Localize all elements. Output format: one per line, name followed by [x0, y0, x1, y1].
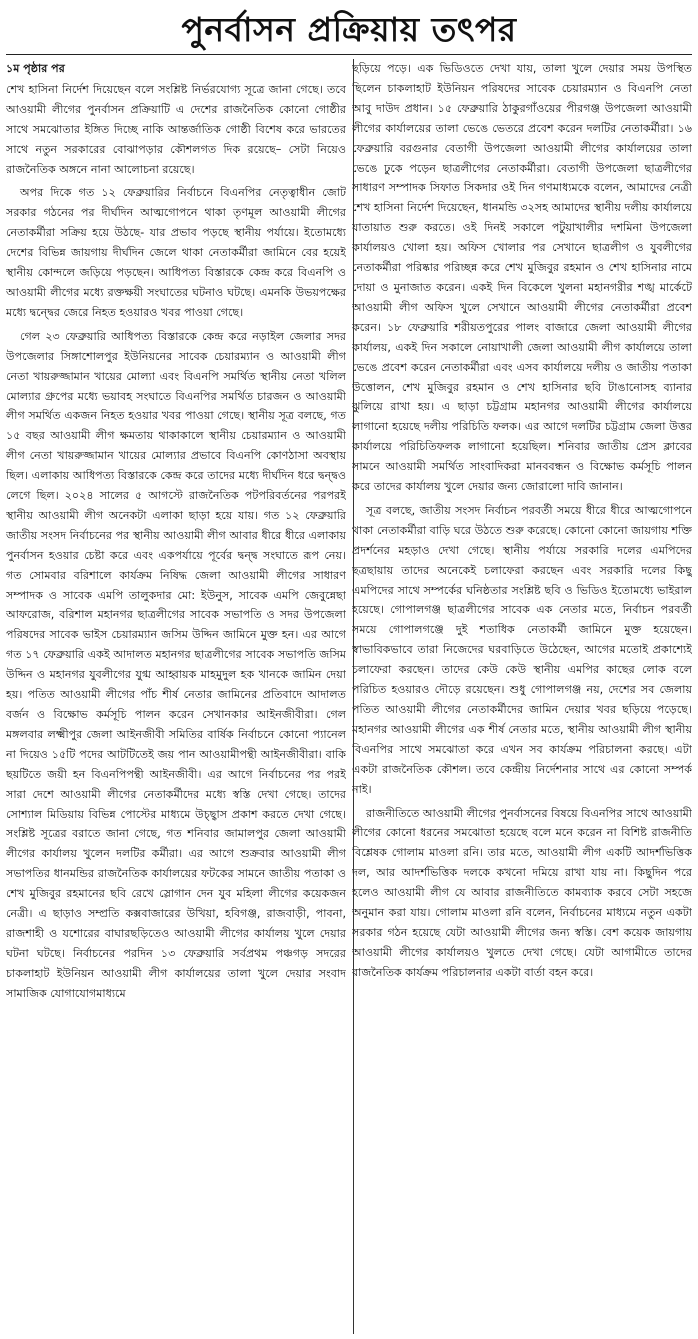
paragraph: সূত্র বলছে, জাতীয় সংসদ নির্বাচন পরবর্তী সময়ে ধীরে ধীরে আত্মগোপনে থাকা নেতাকর্মীরা বাড়ি ঘরে উঠতে শুরু করেছে। কোনো কোনো জায়গায় শক্তি প্রদর্শনের মহড়াও দেখা গেছে। স্থানীয় পর্যায়ে সরকারি দলের এমপিদের ছত্রছায়ায় তাদের অনেকেই চলাফেরা করছেন এবং সরকারি দলের কিছু এমপিদের সাথে সম্পর্কের ঘনিষ্ঠতার সংশ্লিষ্ট ছবি ও ভিডিও ইতোমধ্যে ভাইরাল হয়েছে। গোপালগঞ্জ ছাত্রলীগের সাবেক এক নেতার মতে, নির্বাচন পরবর্তী সময়ে গোপালগঞ্জে দুই শতাধিক নেতাকর্মী জামিনে মুক্ত হয়েছেন। স্বাভাবিকভাবে তারা নিজেদের ঘরবাড়িতে উঠেছেন, আগের মতোই প্রকাশ্যেই চলাফেরা করছেন। তাদের কেউ কেউ স্থানীয় এমপির কাছের লোক বলে পরিচিত হওয়ারও দৌড়ে রয়েছেন। শুধু গোপালগঞ্জ নয়, দেশের সব জেলায় পতিত আওয়ামী লীগের নেতাকর্মীদের জামিন দেয়ার খবর ছড়িয়ে পড়েছে। মহানগর আওয়ামী লীগের এক শীর্ষ নেতার মতে, স্থানীয় আওয়ামী লীগ স্থানীয় বিএনপির সাথে সমঝোতা করে এখন সব কার্যক্রম পরিচালনা করছে। এটা একটা রাজনৈতিক কৌশল। তবে কেন্দ্রীয় নির্দেশনার সাথে এর কোনো সম্পর্ক নাই। — [352, 503, 692, 796]
headline: পুনর্বাসন প্রক্রিয়ায় তৎপর — [6, 6, 692, 55]
right-column — [352, 59, 692, 1334]
left-column — [6, 59, 346, 1334]
paragraph: ছড়িয়ে পড়ে। এক ভিডিওতে দেখা যায়, তালা খুলে দেয়ার সময় উপস্থিত ছিলেন চাকলাহাট ইউনিয়ন পরিষদের সাবেক চেয়ারম্যান ও বিএনপি নেতা আবু দাউদ প্রধান। ১৫ ফেব্রুয়ারি ঠাকুরগাঁওয়ের পীরগঞ্জ উপজেলা আওয়ামী লীগের কার্যালয়ের তালা ভেঙে ভেতরে প্রবেশ করেন দলটির নেতাকর্মীরা। ১৬ ফেব্রুয়ারি বরগুনার বেতাগী উপজেলা আওয়ামী লীগের কার্যালয়ের তালা ভেঙে ঢুকে পড়েন ছাত্রলীগের নেতাকর্মীরা। বেতাগী উপজেলা ছাত্রলীগের সাধারণ সম্পাদক সিফাত সিকদার ওই দিন গণমাধ্যমকে বলেন, আমাদের নেত্রী শেখ হাসিনা নির্দেশ দিয়েছেন, ধানমন্ডি ৩২সহ আমাদের স্থানীয় দলীয় কার্যালয়ে যাতায়াত শুরু করতে। ওই দিনই সকালে পটুয়াখালীর দশমিনা উপজেলা কার্যালয়ও খোলা হয়। অফিস খোলার পর সেখানে ছাত্রলীগ ও যুবলীগের নেতাকর্মীরা পরিষ্কার পরিচ্ছন্ন করে শেখ মুজিবুর রহমান ও শেখ হাসিনার নামে দোয়া ও মুনাজাত করেন। একই দিন বিকেলে খুলনা মহানগরীর শঙ্খ মার্কেটে আওয়ামী লীগ অফিস খুলে সেখানে আওয়ামী লীগের নেতাকর্মীরা প্রবেশ করেন। ১৮ ফেব্রুয়ারি শরীয়তপুরের পালং বাজারে জেলা আওয়ামী লীগের কার্যালয়, একই দিন সকালে নোয়াখালী জেলা আওয়ামী লীগ কার্যালয়ে তালা ভেঙে প্রবেশ করেন নেতাকর্মীরা এবং এসব কার্যালয়ে দলীয় ও জাতীয় পতাকা উত্তোলন, শেখ মুজিবুর রহমান ও শেখ হাসিনার ছবি টাঙানোসহ ব্যানার ঝুলিয়ে রাখা হয়। এ ছাড়া চট্টগ্রাম মহানগর আওয়ামী লীগের কার্যালয়ে লাগানো হয়েছে দলীয় পরিচিতি ফলক। এর আগে দলটির চট্টগ্রাম জেলা উত্তর কার্যালয়ে পরিচিতিফলক লাগানো হয়েছিল। শনিবার জাতীয় প্রেস ক্লাবের সামনে আওয়ামী সমর্থিত সাংবাদিকরা মানববন্ধন ও বিক্ষোভ কর্মসূচি পালন করে তাদের কার্যালয় খুলে দেয়ার জন্য জোরালো দাবি জানান। — [352, 62, 692, 494]
paragraph: অপর দিকে গত ১২ ফেব্রুয়ারির নির্বাচনে বিএনপির নেতৃত্বাধীন জোট সরকার গঠনের পর দীর্ঘদিন আত্মগোপনে থাকা তৃণমূল আওয়ামী লীগের নেতাকর্মীরা সক্রিয় হয়ে উঠছে- যার প্রভাব পড়ছে স্থানীয় পর্যায়ে। ইতোমধ্যে দেশের বিভিন্ন জায়গায় দীর্ঘদিন জেলে থাকা নেতাকর্মীরা জামিনে বের হয়েই স্থানীয় কোন্দলে জড়িয়ে পড়ছেন। আধিপত্য বিস্তারকে কেন্দ্র করে বিএনপি ও আওয়ামী লীগের মধ্যে রক্তক্ষয়ী সংঘাতের ঘটনাও ঘটছে। এমনকি উভয়পক্ষের মধ্যে দ্বন্দ্বের জেরে নিহত হওয়ারও খবর পাওয়া গেছে। — [6, 186, 346, 319]
column-divider — [353, 59, 354, 1334]
article-body — [6, 59, 692, 1334]
continued-from-label: ১ম পৃষ্ঠার পর — [6, 62, 65, 75]
paragraph: গেল ২৩ ফেব্রুয়ারি আধিপত্য বিস্তারকে কেন্দ্র করে নড়াইল জেলার সদর উপজেলার সিঙ্গাশোলপুর ইউনিয়নের সাবেক চেয়ারম্যান ও আওয়ামী লীগ নেতা খায়রুজ্জামান খায়ের মোল্যা এবং বিএনপি সমর্থিত স্থানীয় নেতা খলিল মোল্যার গ্রুপের মধ্যে ভয়াবহ সংঘাতে বিএনপির সমর্থিত চারজন ও আওয়ামী লীগ সমর্থিত একজন নিহত হওয়ার খবর পাওয়া গেছে। স্থানীয় সূত্র বলছে, গত ১৫ বছর আওয়ামী লীগ ক্ষমতায় থাকাকালে স্থানীয় চেয়ারম্যান ও আওয়ামী লীগ নেতা খায়রুজ্জামান খায়ের মোল্যার প্রভাবে বিএনপি কোণঠাসা অবস্থায় ছিল। এলাকায় আধিপত্য বিস্তারকে কেন্দ্র করে তাদের মধ্যে দীর্ঘদিন ধরে দ্বন্দ্বও লেগে ছিল। ২০২৪ সালের ৫ আগস্টে রাজনৈতিক পটপরিবর্তনের পরপরই স্থানীয় আওয়ামী লীগ অনেকটা এলাকা ছাড়া হয়ে যায়। গত ১২ ফেব্রুয়ারি জাতীয় সংসদ নির্বাচনের পর স্থানীয় আওয়ামী লীগ আবার ধীরে ধীরে এলাকায় পুনর্বাসন হওয়ার চেষ্টা করে এবং একপর্যায়ে পূর্বের দ্বন্দ্ব সংঘাতে রূপ নেয়। গত সোমবার বরিশালে কার্যক্রম নিষিদ্ধ জেলা আওয়ামী লীগের সাধারণ সম্পাদক ও সাবেক এমপি তালুকদার মো: ইউনুস, সাবেক এমপি জেবুন্নেছা আফরোজ, বরিশাল মহানগর ছাত্রলীগের সাবেক সভাপতি ও সদর উপজেলা পরিষদের সাবেক ভাইস চেয়ারম্যান জসিম উদ্দিন জামিনে মুক্ত হন। এর আগে গত ১৭ ফেব্রুয়ারি একই আদালত মহানগর ছাত্রলীগের সাবেক সভাপতি জসিম উদ্দিন ও মহানগর যুবলীগের যুগ্ম আহ্বায়ক মাহমুদুল হক খানকে জামিন দেয়া হয়। পতিত আওয়ামী লীগের পাঁচ শীর্ষ নেতার জামিনের প্রতিবাদে আদালত বর্জন ও বিক্ষোভ কর্মসূচি পালন করেন সেখানকার আইনজীবীরা। গেল মঙ্গলবার লক্ষ্মীপুর জেলা আইনজীবী সমিতির বার্ষিক নির্বাচনে কোনো প্যানেল না দিয়েও ১৫টি পদের আটটিতেই জয় পান আওয়ামীপন্থী আইনজীবীরা। বাকি ছয়টিতে জয়ী হন বিএনপিপন্থী আইনজীবী। এর আগে নির্বাচনের পর পরই সারা দেশে আওয়ামী লীগের নেতাকর্মীদের মধ্যে স্বস্তি দেখা গেছে। তাদের সোশ্যাল মিডিয়ায় বিভিন্ন পোস্টের মাধ্যমে উচ্ছ্বাস প্রকাশ করতে দেখা গেছে। সংশ্লিষ্ট সূত্রের বরাতে জানা গেছে, গত শনিবার জামালপুর জেলা আওয়ামী লীগের কার্যালয় খুলেন দলটির কর্মীরা। এর আগে শুক্রবার আওয়ামী লীগ সভাপতির ধানমন্ডির রাজনৈতিক কার্যালয়ের ফটকের সামনে জাতীয় পতাকা ও শেখ মুজিবুর রহমানের ছবি রেখে স্লোগান দেন যুব মহিলা লীগের কয়েকজন নেত্রী। এ ছাড়াও সম্প্রতি কক্সবাজারের উখিয়া, হবিগঞ্জ, রাজবাড়ী, পাবনা, রাজশাহী ও যশোরের বাঘারছড়িতেও আওয়ামী লীগের কার্যালয় খুলে দেয়ার ঘটনা ঘটছে। নির্বাচনের পরদিন ১৩ ফেব্রুয়ারি সর্বপ্রথম পঞ্চগড় সদরের চাকলাহাট ইউনিয়ন আওয়ামী লীগ কার্যালয়ের তালা খুলে দেয়ার সংবাদ সামাজিক যোগাযোগমাধ্যমে — [6, 329, 346, 1000]
paragraph: রাজনীতিতে আওয়ামী লীগের পুনর্বাসনের বিষয়ে বিএনপির সাথে আওয়ামী লীগের কোনো ধরনের সমঝোতা হয়েছে বলে মনে করেন না বিশিষ্ট রাজনীতি বিশ্লেষক গোলাম মাওলা রনি। তার মতে, আওয়ামী লীগ একটি আদর্শভিত্তিক দল, আর আদর্শভিত্তিক দলকে কখনো দমিয়ে রাখা যায় না। কিছুদিন পরে হলেও আওয়ামী লীগ যে আবার রাজনীতিতে কামব্যাক করবে সেটা সহজে অনুমান করা যায়। গোলাম মাওলা রনি বলেন, নির্বাচনের মাধ্যমে নতুন একটা সরকার গঠন হয়েছে যেটা আওয়ামী লীগের জন্য স্বস্তি। বেশ কয়েক জায়গায় আওয়ামী লীগের কার্যালয়ও খুলতে দেখা গেছে। যেটা আগামীতে তাদের রাজনৈতিক কার্যক্রম পরিচালনার একটা বার্তা বহন করে। — [352, 806, 692, 979]
paragraph: শেখ হাসিনা নির্দেশ দিয়েছেন বলে সংশ্লিষ্ট নির্ভরযোগ্য সূত্রে জানা গেছে। তবে আওয়ামী লীগের পুনর্বাসন প্রক্রিয়াটি এ দেশের রাজনৈতিক কোনো গোষ্ঠীর সাথে সমঝোতার ইঙ্গিত দিচ্ছে নাকি আন্তর্জাতিক গোষ্ঠী বিশেষ করে ভারতের সাথে নতুন সরকারের বোঝাপড়ার কৌশলগত দিক রয়েছে– সেটা নিয়েও রাজনৈতিক অঙ্গনে নানা আলোচনা রয়েছে। — [6, 82, 346, 176]
